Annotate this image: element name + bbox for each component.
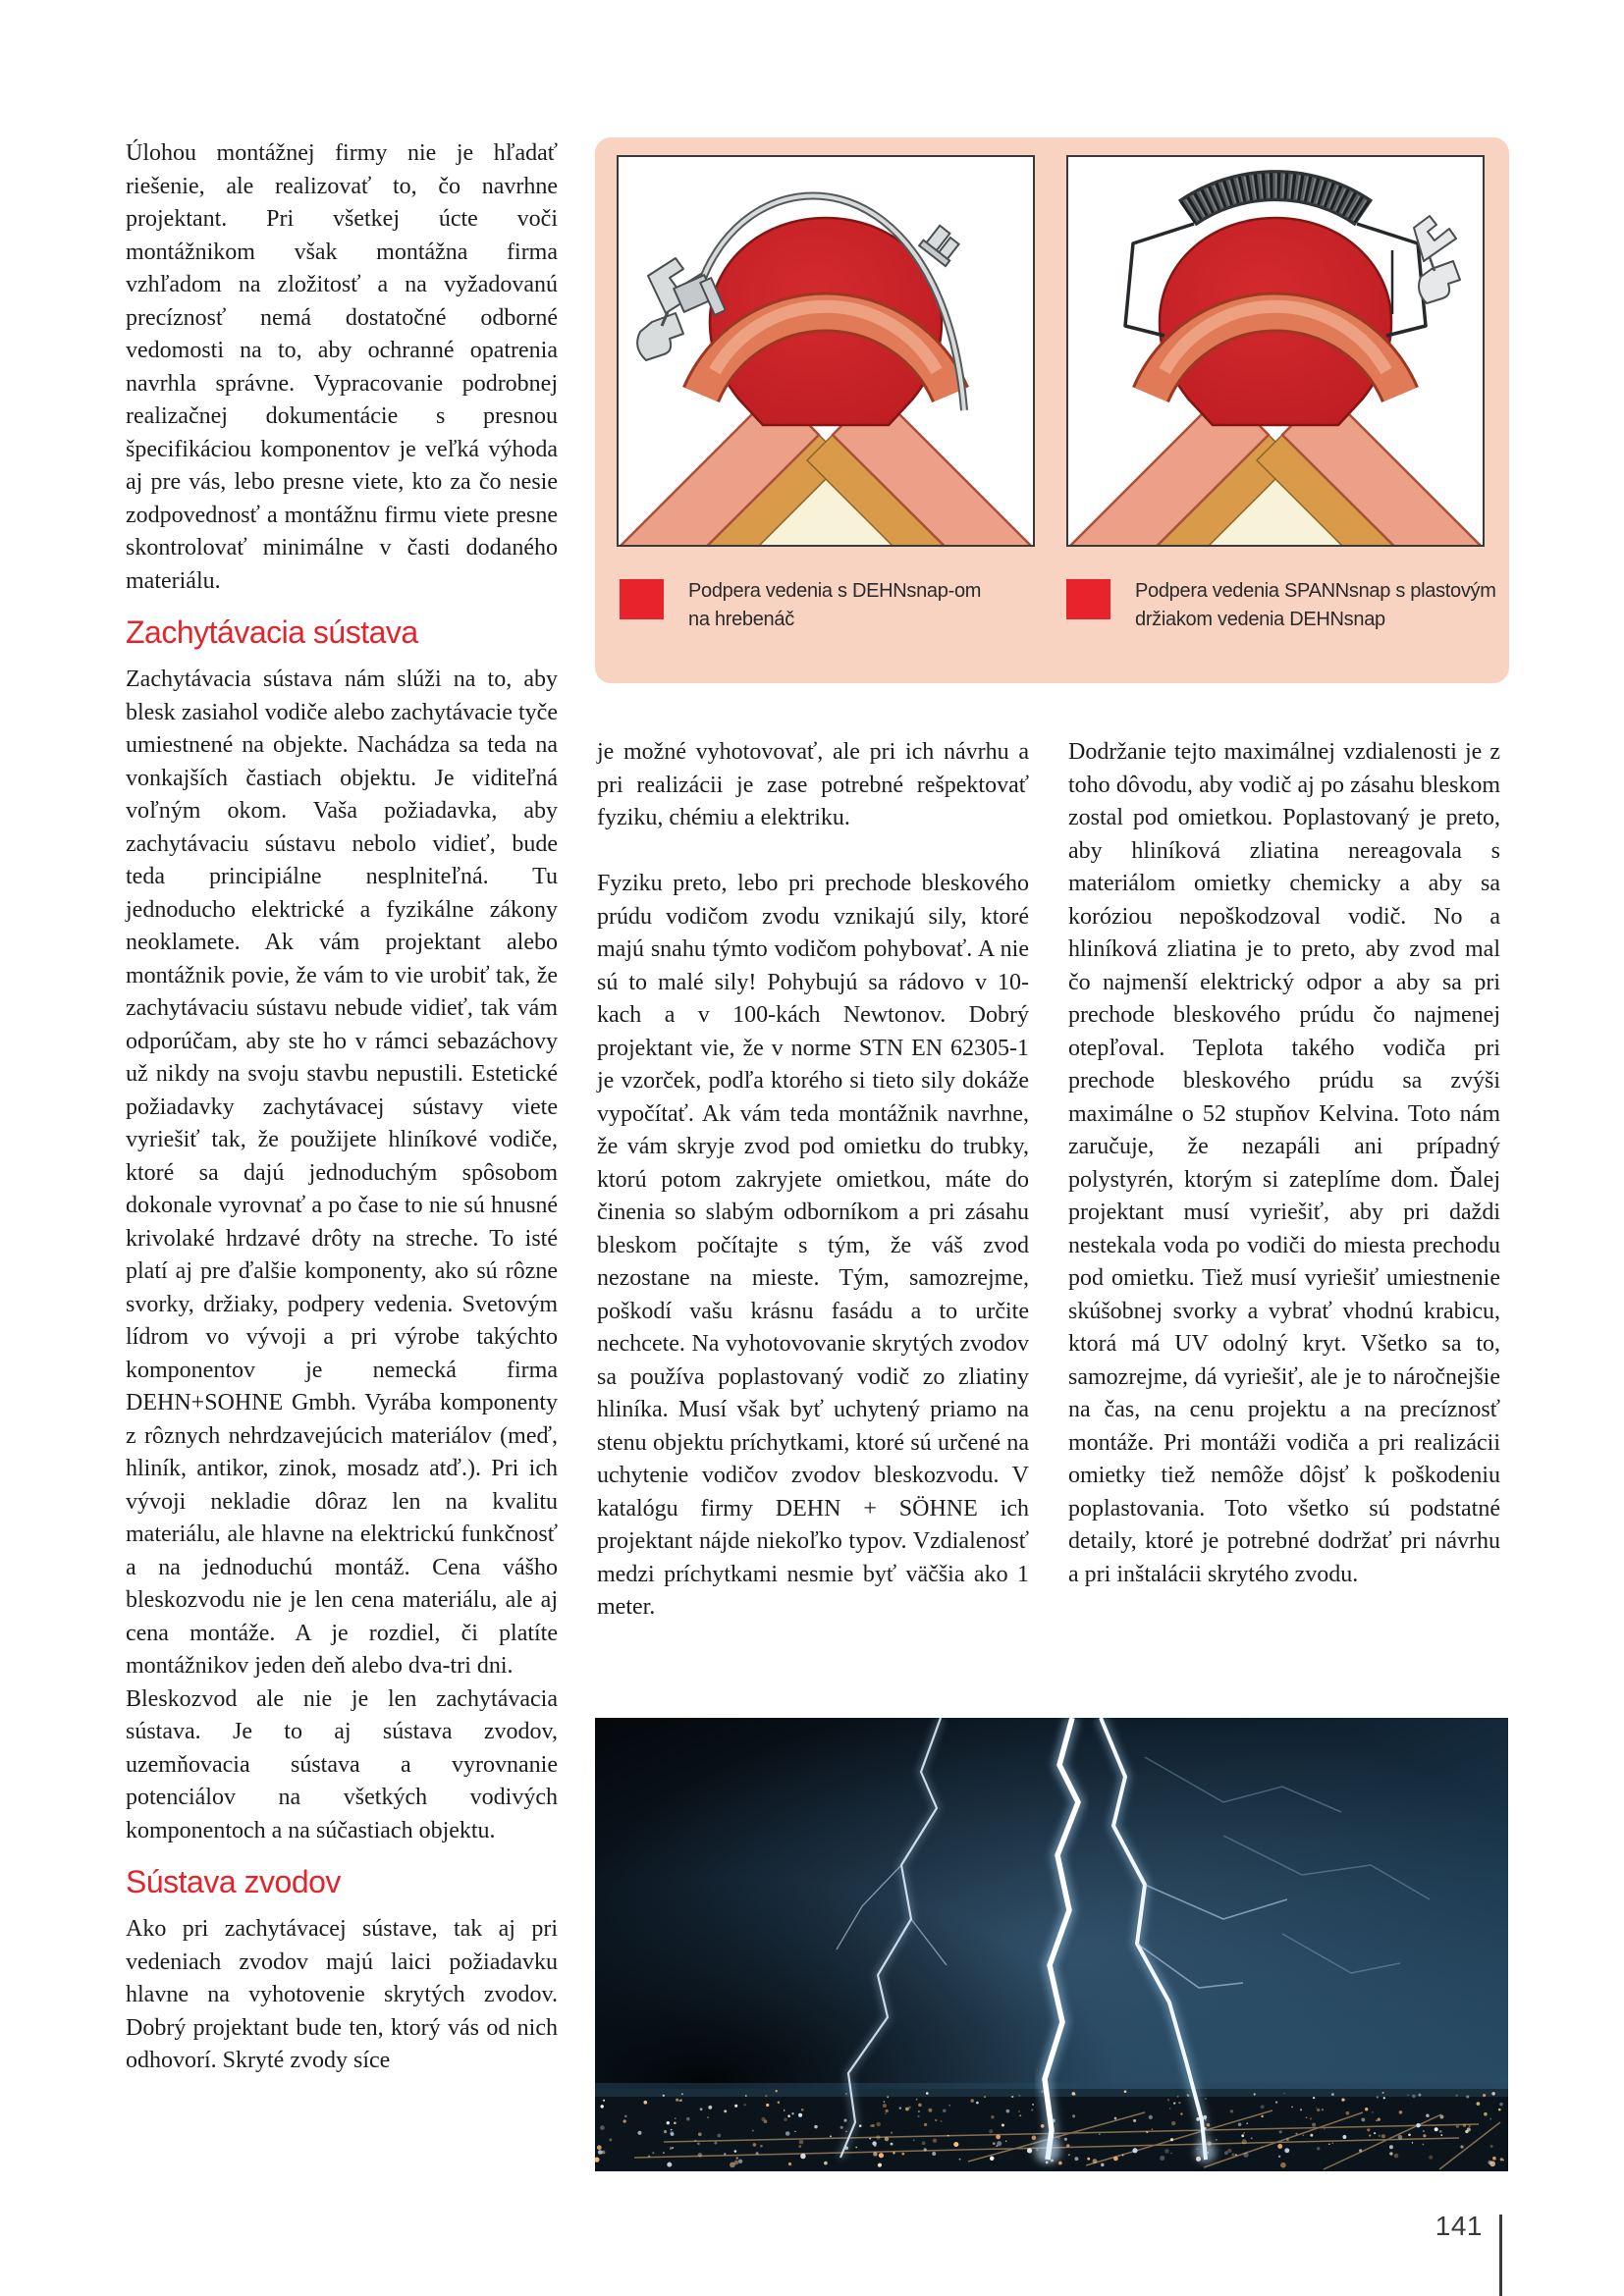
- lightning-storm-image: [595, 1718, 1508, 2171]
- page-number: 141: [1435, 2211, 1483, 2241]
- lightning-photo: [595, 1718, 1508, 2171]
- section-heading-zachytavacia-sustava: Zachytávacia sústava: [126, 614, 418, 650]
- roof-ridge-dehnsnap-icon: [619, 157, 1033, 545]
- caption-bullet-icon: [620, 579, 664, 619]
- body-paragraph: je možné vyhotovovať, ale pri ich návrhu a pri realizácii je zase potrebné rešpektovať fyziku, chémiu a elektriku.: [597, 739, 1029, 830]
- caption-line: na hrebenáč: [688, 609, 794, 630]
- body-paragraph: Dodržanie tejto maximálnej vzdialenosti je z toho dôvodu, aby vodič aj po zásahu bleskom zostal pod omietkou. Poplastovaný je preto, aby hliníková zliatina nereagovala s materiálom omietky chemicky a aby sa koróziou nepoškodzoval vodič. No a hliníková zliatina je to preto, aby zvod mal čo najmenší elektrický odpor a aby sa pri prechode bleskového prúdu čo najmenej otepľoval. Teplota takého vodiča pri prechode bleskového prúdu sa zvýši maximálne o 52 stupňov Kelvina. Toto nám zaručuje, že nezapáli ani prípadný polystyrén, ktorým si zateplíme dom. Ďalej projektant musí vyriešiť, aby pri daždi nestekala voda po vodiči do miesta prechodu pod omietku. Tiež musí vyriešiť umiestnenie skúšobnej svorky a vybrať vhodnú krabicu, ktorá má UV odolný kryt. Všetko sa to, samozrejme, dá vyriešiť, ale je to náročnejšie na čas, na cenu projektu a na precíznosť montáže. Pri montáži vodiča a pri realizácii omietky tiež nemôže dôjsť k poškodeniu poplastovania. Toto všetko sú podstatné detaily, ktoré je potrebné dodržať pri návrhu a pri inštalácii skrytého zvodu.: [1068, 739, 1500, 1587]
- article-column-right: [1068, 736, 1500, 1591]
- caption-bullet-icon: [1066, 579, 1110, 619]
- article-column-left: [126, 137, 558, 2078]
- figure-dehnsnap-ridge-illustration: [617, 155, 1035, 547]
- body-paragraph: Fyziku preto, lebo pri prechode bleskového prúdu vodičom zvodu vznikajú sily, ktoré majú snahu týmto vodičom pohybovať. A nie sú to malé sily! Pohybujú sa rádovo v 10-kach a v 100-kách Newtonov. Dobrý projektant vie, že v norme STN EN 62305-1 je vzorček, podľa ktorého si tieto sily dokáže vypočítať. Ak vám teda montážnik navrhne, že vám skryje zvod pod omietku do trubky, ktorú potom zakryjete omietkou, máte do činenia so slabým odborníkom a pri zásahu bleskom počítajte s tým, že váš zvod nezostane na mieste. Tým, samozrejme, poškodí vašu krásnu fasádu a to určite nechcete. Na vyhotovovanie skrytých zvodov sa používa poplastovaný vodič zo zliatiny hliníka. Musí však byť uchytený priamo na stenu objektu príchytkami, ktoré sú určené na uchytenie vodičov zvodov bleskozvodu. V katalógu firmy DEHN + SÖHNE ich projektant nájde niekoľko typov. Vzdialenosť medzi príchytkami nesmie byť väčšia ako 1 meter.: [597, 871, 1029, 1620]
- section-heading-sustava-zvodov: Sústava zvodov: [126, 1864, 341, 1899]
- caption-line: držiakom vedenia DEHNsnap: [1135, 609, 1385, 630]
- caption-line: Podpera vedenia SPANNsnap s plastovým: [1135, 580, 1496, 602]
- body-paragraph: Ako pri zachytávacej sústave, tak aj pri vedeniach zvodov majú laici požiadavku hlavne na vyhotovenie skrytých zvodov. Dobrý projektant bude ten, ktorý vás od nich odhovorí. Skryté zvody síce: [126, 1916, 558, 2073]
- footer-rule: [1499, 2215, 1502, 2296]
- body-paragraph: Zachytávacia sústava nám slúži na to, aby blesk zasiahol vodiče alebo zachytávacie tyče umiestnené na objekte. Nachádza sa teda na vonkajších častiach objektu. Je viditeľná voľným okom. Vaša požiadavka, aby zachytávaciu sústavu nebolo vidieť, bude teda principiálne nesplniteľná. Tu jednoducho elektrické a fyzikálne zákony neoklamete. Ak vám projektant alebo montážnik povie, že vám to vie urobiť tak, že zachytávaciu sústavu nebude vidieť, tak vám odporúčam, aby ste ho v rámci sebazáchovy už nikdy na svoju stavbu nepustili. Estetické požiadavky zachytávacej sústavy viete vyriešiť tak, že použijete hliníkové vodiče, ktoré sa dajú jednoduchým spôsobom dokonale vyrovnať a po čase to nie sú hnusné krivolaké hrdzavé drôty na streche. To isté platí aj pre ďalšie komponenty, ako sú rôzne svorky, držiaky, podpery vedenia. Svetovým lídrom vo vývoji a pri výrobe takýchto komponentov je nemecká firma DEHN+SOHNE Gmbh. Vyrába komponenty z rôznych nehrdzavejúcich materiálov (meď, hliník, antikor, zinok, mosadz atď.). Pri ich vývoji nekladie dôraz len na kvalitu materiálu, ale hlavne na elektrickú funkčnosť a na jednoduchú montáž. Cena vášho bleskozvodu nie je len cena materiálu, ale aj cena montáže. A je rozdiel, či platíte montážnikov jeden deň alebo dva-tri dni.: [126, 667, 558, 1679]
- figure-panel: [595, 137, 1509, 683]
- figure-spannsnap-ridge-illustration: [1066, 155, 1485, 547]
- roof-ridge-spannsnap-icon: [1068, 157, 1483, 545]
- article-column-middle: [597, 736, 1029, 1625]
- caption-line: Podpera vedenia s DEHNsnap-om: [688, 580, 982, 602]
- body-paragraph: Bleskozvod ale nie je len zachytávacia sústava. Je to aj sústava zvodov, uzemňovacia sústava a vyrovnanie potenciálov na všetkých vodivých komponentoch a na súčastiach objektu.: [126, 1685, 558, 1843]
- body-paragraph: Úlohou montážnej firmy nie je hľadať riešenie, ale realizovať to, čo navrhne projektant. Pri všetkej úcte voči montážnikom však montážna firma vzhľadom na zložitosť a na vyžadovanú precíznosť nemá dostatočné odborné vedomosti na to, aby ochranné opatrenia navrhla správne. Vypracovanie podrobnej realizačnej dokumentácie s presnou špecifikáciou komponentov je veľká výhoda aj pre vás, lebo presne viete, kto za čo nesie zodpovednosť a montážnu firmu viete presne skontrolovať minimálne v časti dodaného materiálu.: [126, 140, 558, 594]
